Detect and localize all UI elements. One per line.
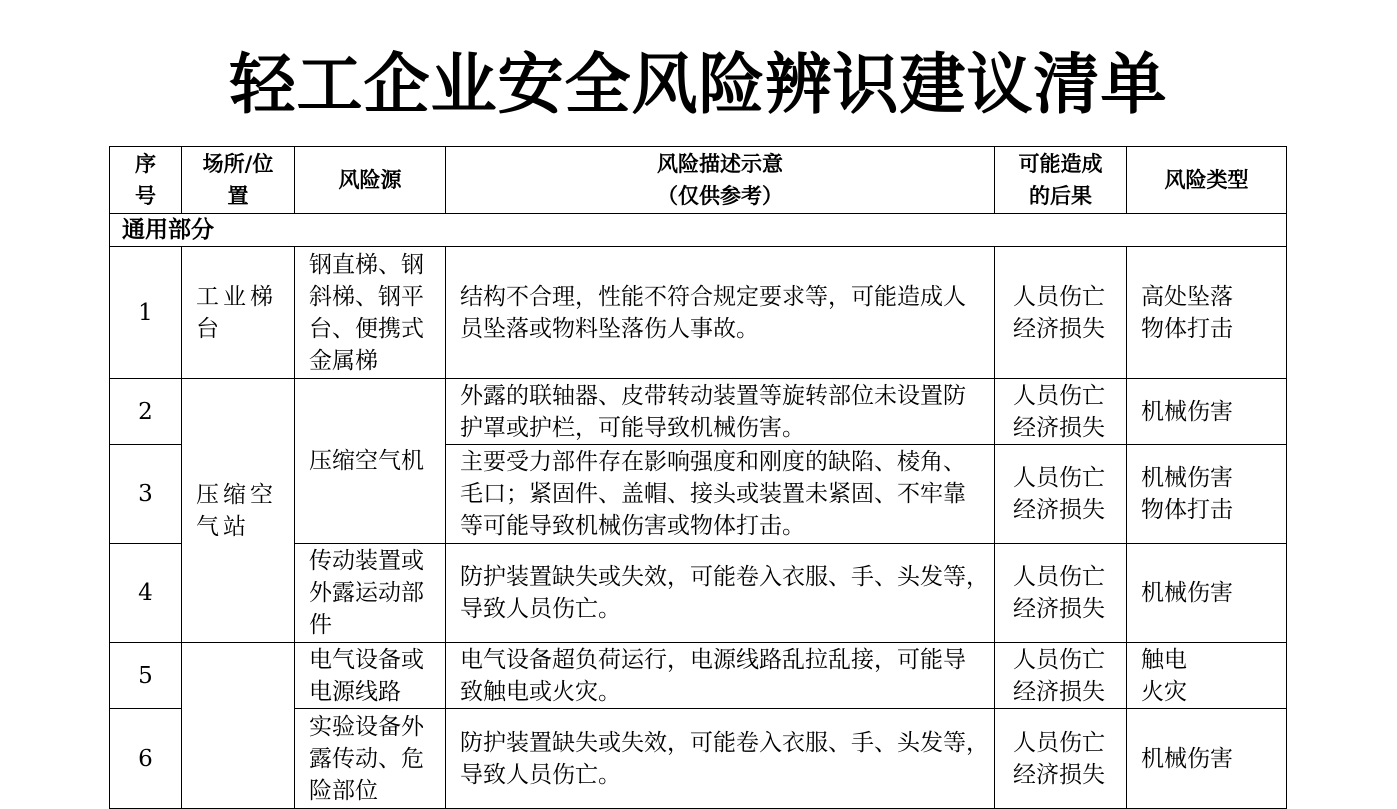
risk-type-cell: 高处坠落 物体打击 (1127, 247, 1287, 379)
col-header-location: 场所/位 置 (182, 147, 295, 214)
consequence-cell: 人员伤亡 经济损失 (995, 247, 1127, 379)
row-num: 2 (110, 379, 182, 445)
col-header-consequence: 可能造成 的后果 (995, 147, 1127, 214)
risk-source-cell: 钢直梯、钢 斜梯、钢平 台、便携式 金属梯 (295, 247, 446, 379)
col-header-source: 风险源 (295, 147, 446, 214)
description-cell: 防护装置缺失或失效，可能卷入衣服、手、头发等， 导致人员伤亡。 (446, 544, 995, 643)
row-num: 3 (110, 445, 182, 544)
consequence-cell: 人员伤亡 经济损失 (995, 379, 1127, 445)
risk-type-cell: 触电 火灾 (1127, 643, 1287, 709)
risk-source-cell: 传动装置或 外露运动部 件 (295, 544, 446, 643)
document-title: 轻工企业安全风险辨识建议清单 (229, 45, 1168, 123)
row-num: 6 (110, 709, 182, 809)
table-row (110, 643, 1287, 709)
consequence-cell: 人员伤亡 经济损失 (995, 643, 1127, 709)
consequence-cell: 人员伤亡 经济损失 (995, 709, 1127, 809)
risk-type-cell: 机械伤害 (1127, 544, 1287, 643)
table-row (110, 379, 1287, 445)
section-label: 通用部分 (110, 214, 1287, 247)
row-num: 1 (110, 247, 182, 379)
risk-source-cell: 电气设备或 电源线路 (295, 643, 446, 709)
location-cell: 压缩空 气站 (182, 379, 295, 643)
description-cell: 主要受力部件存在影响强度和刚度的缺陷、棱角、 毛口；紧固件、盖帽、接头或装置未紧固、不牢靠 等可能导致机械伤害或物体打击。 (446, 445, 995, 544)
row-num: 5 (110, 643, 182, 709)
consequence-cell: 人员伤亡 经济损失 (995, 445, 1127, 544)
header-row (110, 147, 1287, 214)
row-num: 4 (110, 544, 182, 643)
col-header-type: 风险类型 (1127, 147, 1287, 214)
description-cell: 防护装置缺失或失效，可能卷入衣服、手、头发等， 导致人员伤亡。 (446, 709, 995, 809)
table-row (110, 247, 1287, 379)
col-header-num: 序 号 (110, 147, 182, 214)
risk-source-cell: 实验设备外 露传动、危 险部位 (295, 709, 446, 809)
section-row (110, 214, 1287, 247)
description-cell: 结构不合理，性能不符合规定要求等，可能造成人 员坠落或物料坠落伤人事故。 (446, 247, 995, 379)
consequence-cell: 人员伤亡 经济损失 (995, 544, 1127, 643)
risk-type-cell: 机械伤害 物体打击 (1127, 445, 1287, 544)
location-cell: 工业梯 台 (182, 247, 295, 379)
risk-table (109, 146, 1287, 809)
risk-type-cell: 机械伤害 (1127, 709, 1287, 809)
description-cell: 外露的联轴器、皮带转动装置等旋转部位未设置防 护罩或护栏，可能导致机械伤害。 (446, 379, 995, 445)
risk-source-cell: 压缩空气机 (295, 379, 446, 544)
risk-type-cell: 机械伤害 (1127, 379, 1287, 445)
description-cell: 电气设备超负荷运行，电源线路乱拉乱接，可能导 致触电或火灾。 (446, 643, 995, 709)
location-cell (182, 643, 295, 809)
col-header-description: 风险描述示意 （仅供参考） (446, 147, 995, 214)
